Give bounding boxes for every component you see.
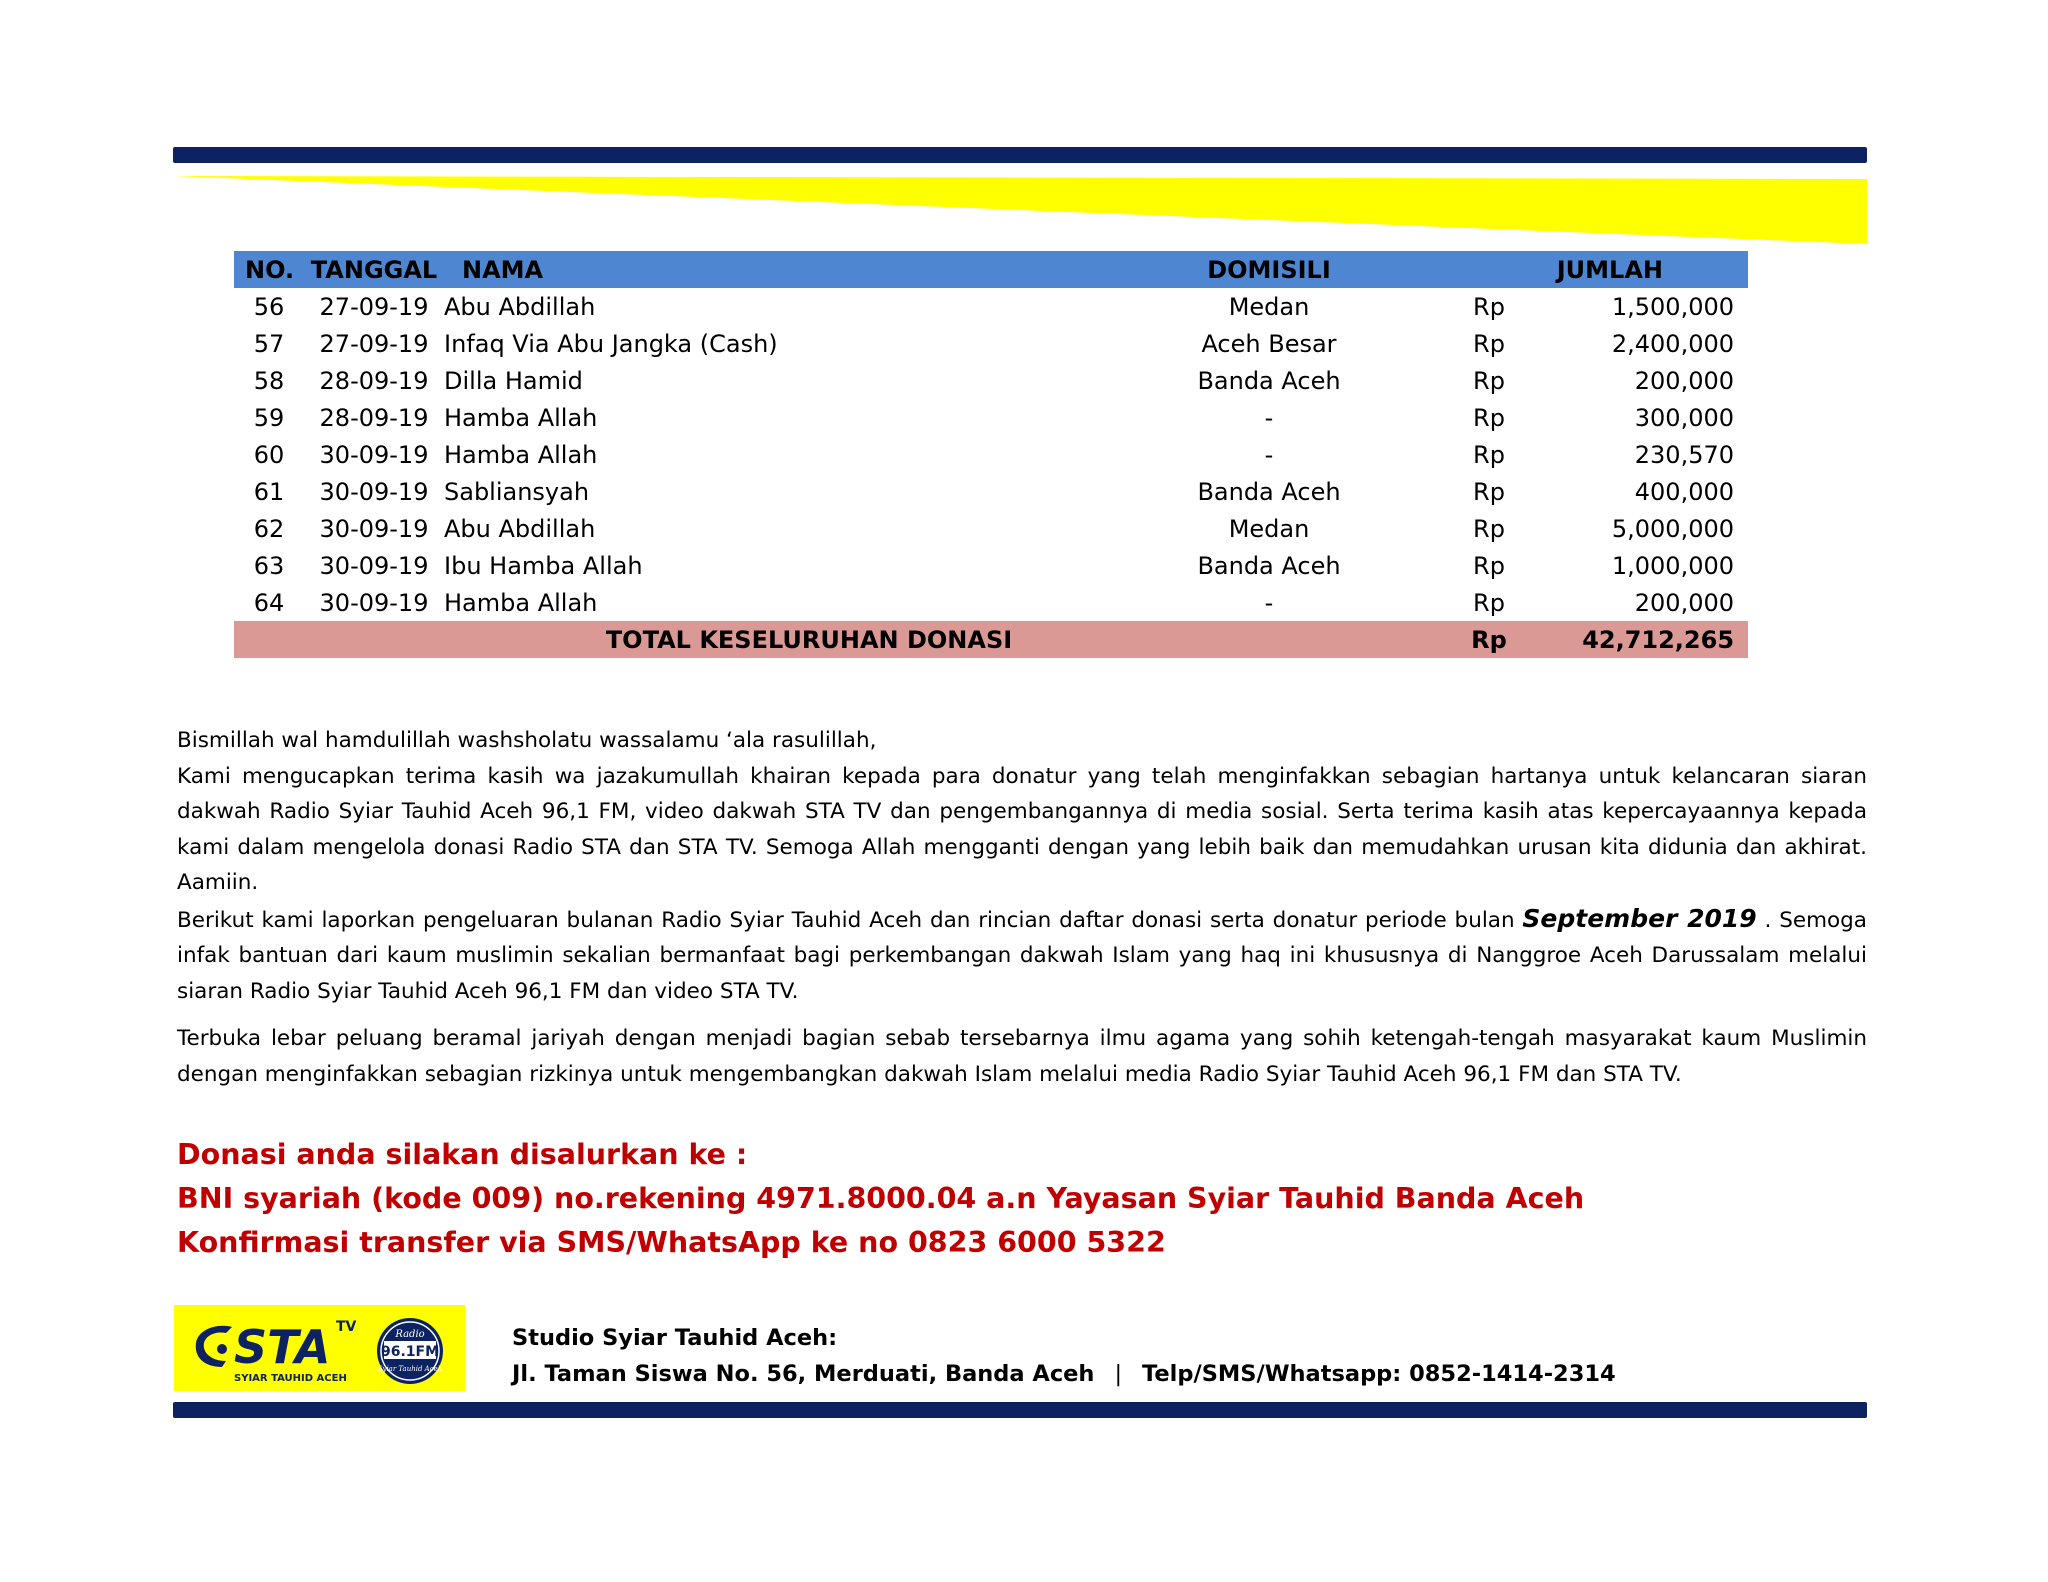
row-domicile: Aceh Besar — [1201, 329, 1337, 358]
sta-logo — [174, 1305, 465, 1391]
greeting-line: Bismillah wal hamdulillah washsholatu wassalamu ‘ala rasulillah, — [177, 728, 877, 753]
report-period: September 2019 — [1522, 903, 1757, 933]
thanks-text: Kami mengucapkan terima kasih wa jazakumullah khairan kepada para donatur yang telah menginfakkan sebagian hartanya untuk kelancaran siaran dakwah Radio Syiar Tauhid Aceh 96,1 FM, video dakwah STA TV dan pengembangannya di media sosial. Serta terima kasih atas kepercayaannya kepada kami dalam mengelola donasi Radio STA dan STA TV. Semoga Allah mengganti dengan yang lebih baik dan memudahkan urusan kita didunia dan akhirat. Aamiin. — [177, 763, 1867, 895]
logo-sta-text: STA — [234, 1320, 331, 1374]
row-currency: Rp — [1473, 292, 1505, 321]
row-name: Ibu Hamba Allah — [444, 551, 643, 580]
header-yellow-wedge — [173, 176, 1867, 244]
header-date: TANGGAL — [304, 251, 444, 288]
studio-title: Studio Syiar Tauhid Aceh: — [512, 1325, 838, 1351]
row-amount: 1,000,000 — [1611, 551, 1735, 580]
row-domicile: - — [1264, 403, 1274, 432]
donation-bank-account: BNI syariah (kode 009) no.rekening 4971.8000.04 a.n Yayasan Syiar Tauhid Banda Aceh — [177, 1182, 1585, 1215]
donation-info-line-1: Donasi anda silakan disalurkan ke : — [177, 1138, 748, 1171]
studio-contact: Telp/SMS/Whatsapp: 0852-1414-2314 — [1142, 1361, 1616, 1387]
charity-paragraph: Terbuka lebar peluang beramal jariyah dengan menjadi bagian sebab tersebarnya ilmu agama yang sohih ketengah-tengah masyarakat kaum Muslimin dengan menginfakkan sebagian rizkinya untuk mengembangkan dakwah Islam melalui media Radio Syiar Tauhid Aceh 96,1 FM dan STA TV. — [177, 1026, 1867, 1087]
report-text — [177, 901, 1867, 1010]
row-currency: Rp — [1473, 440, 1505, 469]
total-row — [234, 621, 1748, 658]
row-name: Abu Abdillah — [444, 514, 596, 543]
logo-dot-icon — [217, 1344, 227, 1354]
logo-swoosh-icon — [196, 1326, 232, 1367]
header-name: NAMA — [444, 251, 1094, 288]
table-row — [234, 510, 1748, 547]
row-currency: Rp — [1473, 329, 1505, 358]
row-currency: Rp — [1473, 514, 1505, 543]
row-amount: 230,570 — [1634, 440, 1735, 469]
header-navy-bar — [173, 147, 1867, 163]
row-date: 27-09-19 — [319, 292, 429, 321]
row-no: 58 — [253, 366, 285, 395]
row-no: 61 — [253, 477, 285, 506]
report-text-after: . Semoga infak bantuan dari kaum muslimin sekalian bermanfaat bagi perkembangan dakwah Islam yang haq ini khususnya di Nanggroe Aceh Darussalam melalui siaran Radio Syiar Tauhid Aceh 96,1 FM dan video STA TV. — [177, 907, 1867, 1004]
row-domicile: - — [1264, 588, 1274, 617]
row-no: 62 — [253, 514, 285, 543]
table-body — [234, 288, 1748, 621]
row-date: 28-09-19 — [319, 366, 429, 395]
row-amount: 1,500,000 — [1611, 292, 1735, 321]
table-row — [234, 584, 1748, 621]
sta-logo-graphic — [174, 1305, 465, 1391]
table-row — [234, 325, 1748, 362]
donation-confirmation: Konfirmasi transfer via SMS/WhatsApp ke no 0823 6000 5322 — [177, 1226, 1166, 1259]
row-name: Hamba Allah — [444, 588, 598, 617]
studio-address: Jl. Taman Siswa No. 56, Merduati, Banda Aceh — [512, 1361, 1095, 1387]
row-domicile: - — [1264, 440, 1274, 469]
address-separator: | — [1114, 1361, 1123, 1387]
row-name: Infaq Via Abu Jangka (Cash) — [444, 329, 778, 358]
row-name: Dilla Hamid — [444, 366, 583, 395]
row-amount: 300,000 — [1634, 403, 1735, 432]
row-amount: 400,000 — [1634, 477, 1735, 506]
table-header-row — [234, 251, 1748, 288]
row-date: 30-09-19 — [319, 514, 429, 543]
row-currency: Rp — [1473, 403, 1505, 432]
row-domicile: Banda Aceh — [1197, 366, 1341, 395]
radio-badge-frequency: 96.1FM — [380, 1344, 440, 1360]
row-domicile: Medan — [1228, 514, 1310, 543]
row-date: 27-09-19 — [319, 329, 429, 358]
row-name: Hamba Allah — [444, 403, 598, 432]
row-no: 64 — [253, 588, 285, 617]
row-currency: Rp — [1473, 551, 1505, 580]
row-date: 28-09-19 — [319, 403, 429, 432]
total-amount: 42,712,265 — [1534, 621, 1748, 658]
row-currency: Rp — [1473, 588, 1505, 617]
row-no: 60 — [253, 440, 285, 469]
studio-info — [512, 1320, 1616, 1392]
logo-tv-text: TV — [336, 1319, 357, 1335]
row-no: 57 — [253, 329, 285, 358]
row-date: 30-09-19 — [319, 440, 429, 469]
footer-navy-bar — [173, 1402, 1867, 1418]
studio-address-line — [512, 1356, 1616, 1392]
row-domicile: Banda Aceh — [1197, 477, 1341, 506]
row-amount: 200,000 — [1634, 366, 1735, 395]
row-name: Sabliansyah — [444, 477, 590, 506]
row-amount: 2,400,000 — [1611, 329, 1735, 358]
row-date: 30-09-19 — [319, 477, 429, 506]
table-row — [234, 288, 1748, 325]
logo-tagline: SYIAR TAUHID ACEH — [234, 1373, 347, 1384]
table-row — [234, 473, 1748, 510]
row-domicile: Banda Aceh — [1197, 551, 1341, 580]
row-date: 30-09-19 — [319, 551, 429, 580]
table-row — [234, 399, 1748, 436]
table-row — [234, 547, 1748, 584]
table-row — [234, 362, 1748, 399]
row-no: 59 — [253, 403, 285, 432]
header-domicile: DOMISILI — [1094, 251, 1444, 288]
report-text-before: Berikut kami laporkan pengeluaran bulanan Radio Syiar Tauhid Aceh dan rincian daftar donasi serta donatur periode bulan — [177, 907, 1515, 933]
row-amount: 200,000 — [1634, 588, 1735, 617]
row-no: 56 — [253, 292, 285, 321]
table-row — [234, 436, 1748, 473]
total-label: TOTAL KESELURUHAN DONASI — [234, 621, 1444, 658]
row-name: Hamba Allah — [444, 440, 598, 469]
row-amount: 5,000,000 — [1611, 514, 1735, 543]
total-currency: Rp — [1444, 621, 1534, 658]
row-currency: Rp — [1473, 477, 1505, 506]
row-name: Abu Abdillah — [444, 292, 596, 321]
row-domicile: Medan — [1228, 292, 1310, 321]
radio-badge-label: Radio — [395, 1329, 425, 1340]
row-date: 30-09-19 — [319, 588, 429, 617]
donation-info — [177, 1133, 1584, 1265]
row-no: 63 — [253, 551, 285, 580]
header-no: NO. — [234, 251, 304, 288]
thanks-paragraph — [177, 723, 1867, 1009]
header-amount: JUMLAH — [1444, 251, 1748, 288]
row-currency: Rp — [1473, 366, 1505, 395]
donation-table — [234, 251, 1748, 658]
radio-badge-subtitle: Syiar Tauhid Aceh — [377, 1365, 443, 1373]
